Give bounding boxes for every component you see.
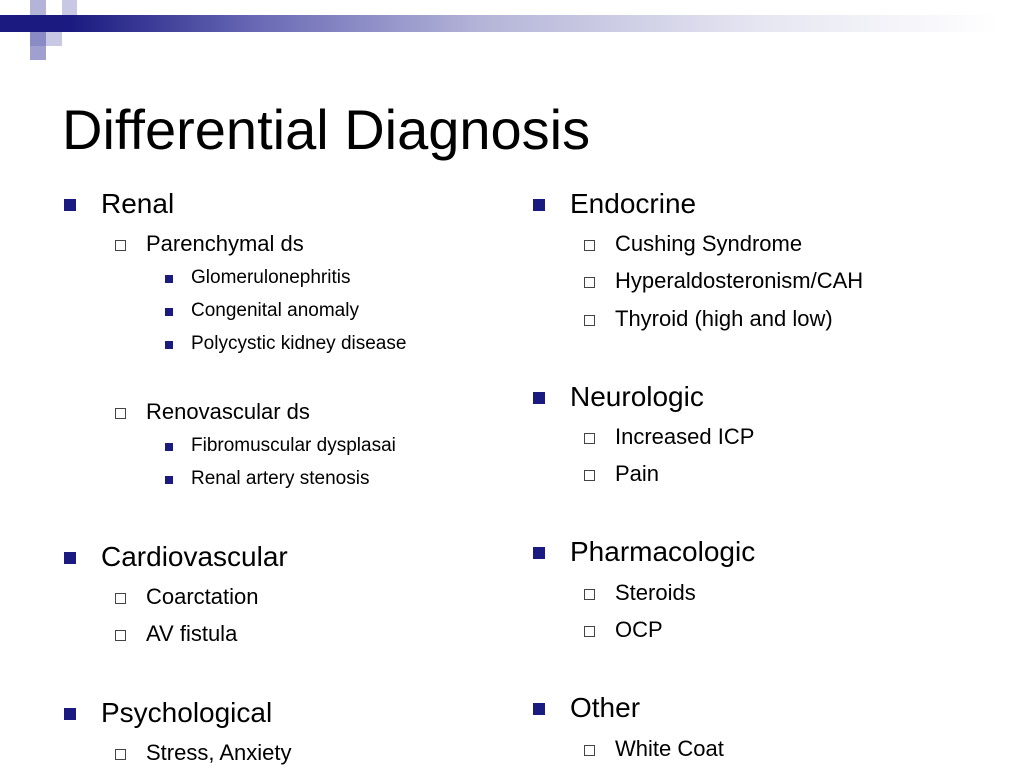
bullet-subitem: AV fistula	[146, 621, 238, 646]
corner-square	[13, 15, 30, 32]
square-bullet-icon	[533, 703, 545, 715]
corner-square	[30, 0, 46, 15]
square-bullet-icon	[533, 392, 545, 404]
corner-square	[62, 0, 77, 15]
hollow-square-bullet-icon	[584, 470, 595, 481]
corner-square	[46, 32, 62, 46]
small-square-bullet-icon	[165, 308, 173, 316]
header-gradient-bar	[0, 15, 1024, 32]
hollow-square-bullet-icon	[584, 433, 595, 444]
slide-title: Differential Diagnosis	[62, 98, 591, 161]
bullet-subitem: OCP	[615, 617, 663, 642]
hollow-square-bullet-icon	[584, 277, 595, 288]
hollow-square-bullet-icon	[115, 630, 126, 641]
hollow-square-bullet-icon	[584, 745, 595, 756]
corner-square	[30, 32, 46, 46]
bullet-subitem: Parenchymal ds	[146, 231, 304, 256]
hollow-square-bullet-icon	[584, 589, 595, 600]
small-square-bullet-icon	[165, 341, 173, 349]
bullet-heading: Cardiovascular	[101, 541, 288, 572]
small-square-bullet-icon	[165, 476, 173, 484]
corner-square	[30, 46, 46, 60]
square-bullet-icon	[64, 199, 76, 211]
bullet-heading: Neurologic	[570, 381, 704, 412]
hollow-square-bullet-icon	[115, 408, 126, 419]
bullet-heading: Renal	[101, 188, 175, 219]
bullet-detail: Glomerulonephritis	[191, 267, 351, 288]
bullet-detail: Polycystic kidney disease	[191, 333, 407, 354]
bullet-detail: Congenital anomaly	[191, 300, 359, 321]
bullet-subitem: Coarctation	[146, 584, 259, 609]
bullet-heading: Other	[570, 692, 641, 723]
bullet-subitem: Increased ICP	[615, 424, 755, 449]
bullet-heading: Pharmacologic	[570, 536, 756, 567]
bullet-subitem: Pain	[615, 461, 660, 486]
square-bullet-icon	[64, 708, 76, 720]
bullet-subitem: Hyperaldosteronism/CAH	[615, 268, 864, 293]
bullet-subitem: Renovascular ds	[146, 399, 310, 424]
bullet-subitem: Cushing Syndrome	[615, 231, 803, 256]
bullet-detail: Fibromuscular dysplasai	[191, 435, 396, 456]
square-bullet-icon	[64, 552, 76, 564]
hollow-square-bullet-icon	[115, 593, 126, 604]
hollow-square-bullet-icon	[115, 749, 126, 760]
small-square-bullet-icon	[165, 275, 173, 283]
small-square-bullet-icon	[165, 443, 173, 451]
square-bullet-icon	[533, 547, 545, 559]
hollow-square-bullet-icon	[584, 240, 595, 251]
bullet-subitem: White Coat	[615, 736, 724, 761]
hollow-square-bullet-icon	[584, 626, 595, 637]
bullet-heading: Endocrine	[570, 188, 697, 219]
bullet-subitem: Thyroid (high and low)	[615, 306, 833, 331]
hollow-square-bullet-icon	[584, 315, 595, 326]
square-bullet-icon	[533, 199, 545, 211]
hollow-square-bullet-icon	[115, 240, 126, 251]
bullet-subitem: Steroids	[615, 580, 696, 605]
bullet-detail: Renal artery stenosis	[191, 468, 370, 489]
bullet-heading: Psychological	[101, 697, 273, 728]
bullet-subitem: Stress, Anxiety	[146, 740, 292, 765]
